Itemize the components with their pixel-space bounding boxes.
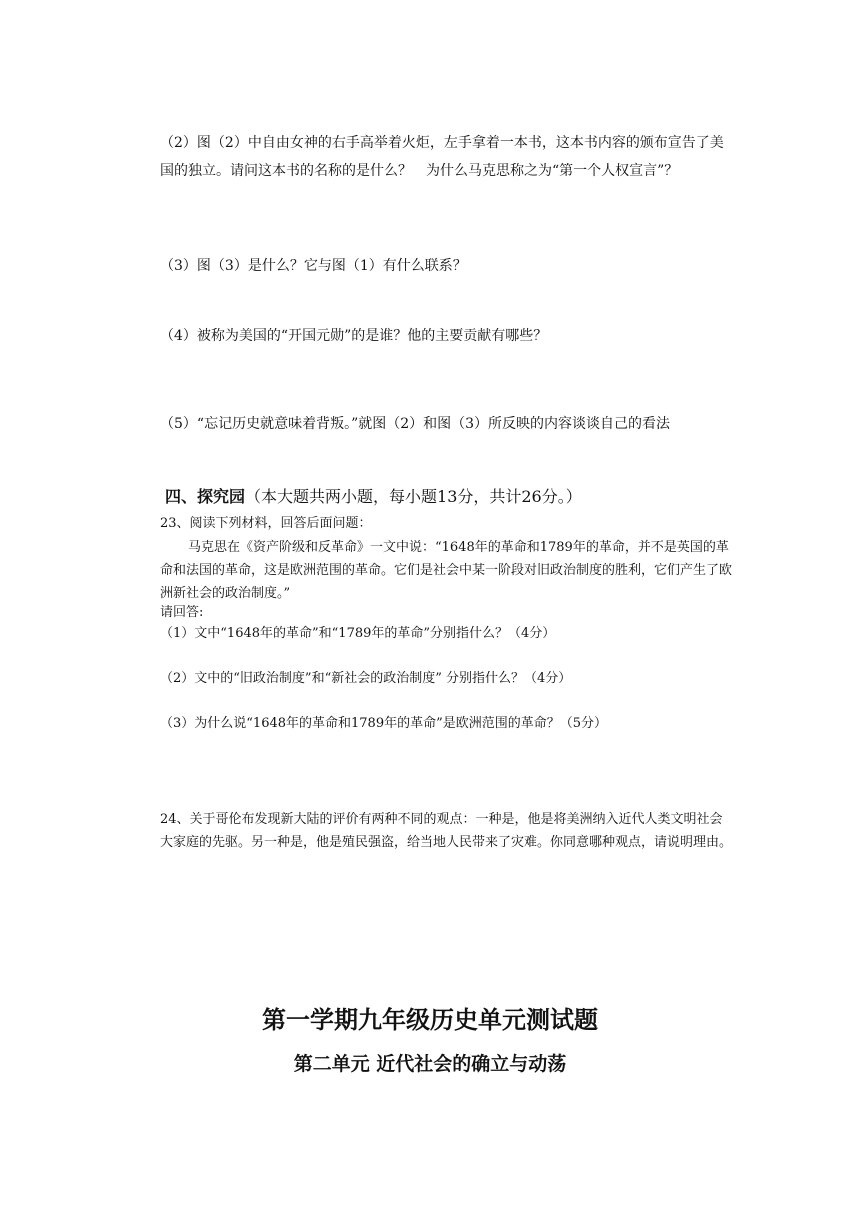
section-title: 四、探究园 — [165, 487, 246, 506]
question-24: 24、关于哥伦布发现新大陆的评价有两种不同的观点：一种是，他是将美洲纳入近代人类文明社会大家庭的先驱。另一种是，他是殖民强盗，给当地人民带来了灾难。你同意哪种观点，请说明理由。 — [160, 812, 733, 850]
question-23-sub-1: （1）文中“1648年的革命”和“1789年的革命”分别指什么？（4分） — [160, 626, 556, 641]
document-title: 第一学期九年级历史单元测试题 — [262, 1005, 598, 1034]
section-note: （本大题共两小题，每小题13分，共计26分。） — [245, 487, 582, 506]
question-3: （3）图（3）是什么？它与图（1）有什么联系？ — [160, 258, 467, 274]
answer-label: 请回答: — [160, 605, 204, 620]
question-5: （5）“忘记历史就意味着背叛。”就图（2）和图（3）所反映的内容谈谈自己的看法 — [160, 416, 671, 432]
question-23-prompt: 23、阅读下列材料，回答后面问题： — [160, 516, 372, 531]
question-2: （2）图（2）中自由女神的右手高举着火炬，左手拿着一本书，这本书内容的颁布宣告了美国的独立。请问这本书的名称的是什么？ 为什么马克思称之为“第一个人权宣言”？ — [160, 135, 724, 179]
question-4: （4）被称为美国的“开国元勋”的是谁？他的主要贡献有哪些？ — [160, 328, 548, 344]
document-subtitle: 第二单元 近代社会的确立与动荡 — [293, 1053, 567, 1075]
question-23-material: 马克思在《资产阶级和反革命》一文中说：“1648年的革命和1789年的革命，并不是英国的革命和法国的革命，这是欧洲范围的革命。它们是社会中某一阶段对旧政治制度的胜利，它们产生了欧洲新社会的政治制度。” — [160, 540, 733, 601]
question-23-sub-3: （3）为什么说“1648年的革命和1789年的革命”是欧洲范围的革命？（5分） — [160, 716, 608, 731]
question-23-sub-2: （2）文中的“旧政治制度”和“新社会的政治制度” 分别指什么？（4分） — [160, 671, 572, 686]
section-heading — [165, 484, 582, 510]
